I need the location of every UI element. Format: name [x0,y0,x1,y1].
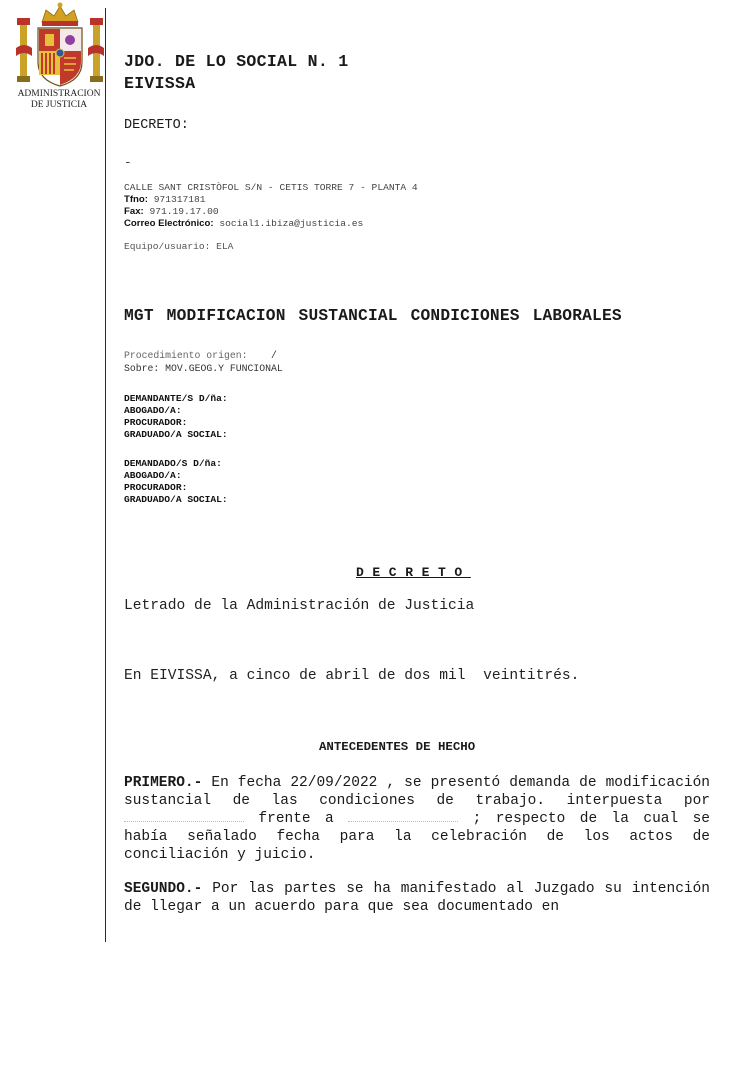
segundo-text: Por las partes se ha manifestado al Juzgado su intención de llegar a un acuerdo para que sea documentado en [124,881,711,915]
demandante-label: DEMANDANTE/S D/ña: [124,393,228,404]
procedure-origin-label: Procedimiento origen: [124,350,248,361]
equipo-label: Equipo/usuario: [124,241,211,252]
demandante-block [124,393,228,441]
sobre-label: Sobre: [124,363,160,374]
fax-line [124,206,418,218]
case-title: MGT MODIFICACION SUSTANCIAL CONDICIONES LABORALES [124,307,622,325]
letrado-line: Letrado de la Administración de Justicia [124,598,475,614]
primero-text-a: En fecha 22/09/2022 , se presentó demanda de modificación sustancial de las condiciones de trabajo. interpuesta por [124,775,711,809]
segundo-paragraph [124,880,710,916]
coat-of-arms-icon [14,2,106,90]
margin-rule [105,8,106,942]
decreto-heading: DECRETO [356,565,471,580]
primero-text-c: ; respecto de la cual se había señalado fecha para la celebración de los actos de conciliación y juicio. [124,811,710,863]
demandado-procurador-label: PROCURADOR: [124,482,188,493]
demandante-graduado-label: GRADUADO/A SOCIAL: [124,429,228,440]
email-label: Correo Electrónico: [124,218,214,229]
dash-line: - [124,155,132,170]
document-type-label: DECRETO: [124,118,189,133]
procedure-origin-line [124,349,283,362]
phone-line [124,194,418,206]
redacted-name [348,811,458,822]
redacted-name [124,811,244,822]
administration-label [4,89,114,111]
place-date-line: En EIVISSA, a cinco de abril de dos mil veintitrés. [124,668,580,684]
court-line-2: EIVISSA [124,74,196,93]
demandado-abogado-label: ABOGADO/A: [124,470,182,481]
primero-label: PRIMERO.- [124,775,203,791]
sobre-line [124,362,283,375]
demandante-procurador-label: PROCURADOR: [124,417,188,428]
procedure-block [124,349,283,375]
email-value: social1.ibiza@justicia.es [219,218,364,229]
equipo-line [124,241,233,252]
admin-line-1: ADMINISTRACION [17,89,101,99]
demandado-graduado-label: GRADUADO/A SOCIAL: [124,494,228,505]
demandado-label: DEMANDADO/S D/ña: [124,458,222,469]
primero-paragraph [124,774,710,864]
primero-text-b: frente a [258,811,334,827]
antecedentes-heading: ANTECEDENTES DE HECHO [319,740,476,754]
segundo-label: SEGUNDO.- [124,881,203,897]
fax-value: 971.19.17.00 [149,206,219,217]
court-name [124,51,348,95]
procedure-origin-value: / [271,350,277,361]
court-line-1: JDO. DE LO SOCIAL N. 1 [124,52,349,71]
fax-label: Fax: [124,206,144,217]
demandante-abogado-label: ABOGADO/A: [124,405,182,416]
contact-block [124,182,418,230]
phone-value: 971317181 [153,194,206,205]
address-line: CALLE SANT CRISTÒFOL S/N - CETIS TORRE 7 - PLANTA 4 [124,182,418,193]
phone-label: Tfno: [124,194,148,205]
equipo-value: ELA [216,241,234,252]
email-line [124,218,418,230]
demandado-block [124,458,228,506]
admin-line-2: DE JUSTICIA [30,100,88,110]
sobre-value: MOV.GEOG.Y FUNCIONAL [165,363,283,374]
